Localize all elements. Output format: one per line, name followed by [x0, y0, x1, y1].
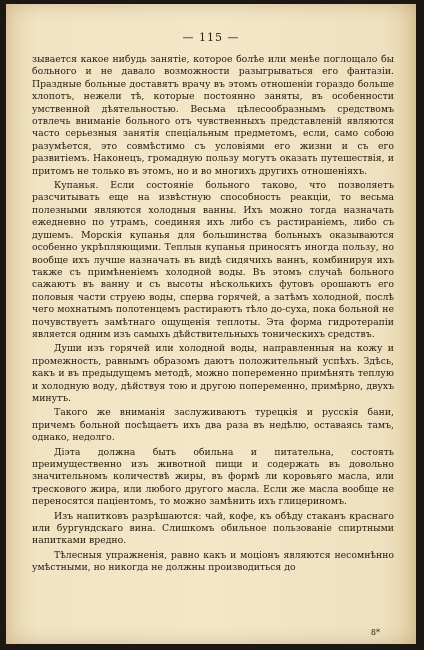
paragraph: Діэта должна быть обильна и питательна, состоять преимущественно изъ животной пищи и содержать въ довольно значительномъ количествѣ жиры, въ формѣ ли коровьяго масла, или трескового жира, или любого другого масла. Если же масла вообще не переносятся паціентомъ, то можно замѣнить ихъ глицериномъ. [32, 446, 394, 508]
paragraph: Души изъ горячей или холодной воды, направленныя на кожу и промежность, равнымъ образомъ даютъ положительный успѣхъ. Здѣсь, какъ и въ предыдущемъ методѣ, можно попеременно примѣнять теплую и холодную воду, дѣйствуя тою и другою попеременно, примѣрно, двухъ минутъ. [32, 343, 394, 404]
paragraph: Изъ напитковъ разрѣшаются: чай, кофе, къ обѣду стаканъ краснаго или бургундскаго вина. Слишкомъ обильное пользованіе спиртными напитками вредно. [32, 510, 394, 547]
paragraph: Купанья. Если состояніе больного таково, что позволяетъ разсчитывать еще на извѣстную способность реакціи, то весьма полезными являются холодныя ванны. Ихъ можно тогда назначать ежедневно по утрамъ, соединяя ихъ либо съ растираніемъ, либо съ душемъ. Морскія купанья для большинства больныхъ оказываются особенно укрѣпляющими. Теплыя купанья приносятъ иногда пользу, но вообще ихъ лучше назначать въ видѣ сидячихъ ваннъ, комбинируя ихъ также съ примѣненіемъ холодной воды. Въ этомъ случаѣ больного сажаютъ въ ванну и съ высоты нѣсколькихъ футовъ орошаютъ его половыя части струею воды, сперва горячей, а затѣмъ холодной, послѣ чего мохнатымъ полотенцемъ растираютъ тѣло до-суха, пока больной не почувствуетъ замѣтнаго ощущенія теплоты. Эта форма гидротерапіи является одним изъ самыхъ дѣйствительныхъ тоническихъ средствъ. [32, 180, 394, 340]
paragraph: зывается какое нибудь занятіе, которое болѣе или менѣе поглощало бы больного и не давало возможности разыгрываться его фантазіи. Праздные больные доставятъ врачу въ этомъ отношеніи гораздо больше хлопотъ, нежели тѣ, которые постоянно заняты, въ особенности умственной дѣятельностью. Весьма цѣлесообразнымъ средствомъ отвлечь вниманіе больного отъ чувственныхъ представленій являются часто серьезныя занятія спеціальным предметомъ, если, само собою разумѣется, это совмѣстимо съ условіями его жизни и съ его развитіемъ. Наконецъ, громадную пользу могутъ оказать путешествія, и притомъ не только въ этомъ, но и во многихъ другихъ отношеніяхъ. [32, 54, 394, 177]
printer-signature: 8* [370, 628, 380, 637]
page-number: — 115 — [182, 31, 240, 44]
book-page [6, 4, 416, 644]
paragraph: Такого же вниманія заслуживаютъ турецкія и русскія бани, причемъ больной посѣщаетъ ихъ два раза въ недѣлю, оставаясь тамъ, однако, недолго. [32, 407, 394, 444]
body-text [32, 54, 394, 577]
paragraph: Тѣлесныя упражненія, равно какъ и моціонъ являются несомнѣнно умѣстными, но никогда не должны производиться до [32, 549, 394, 574]
